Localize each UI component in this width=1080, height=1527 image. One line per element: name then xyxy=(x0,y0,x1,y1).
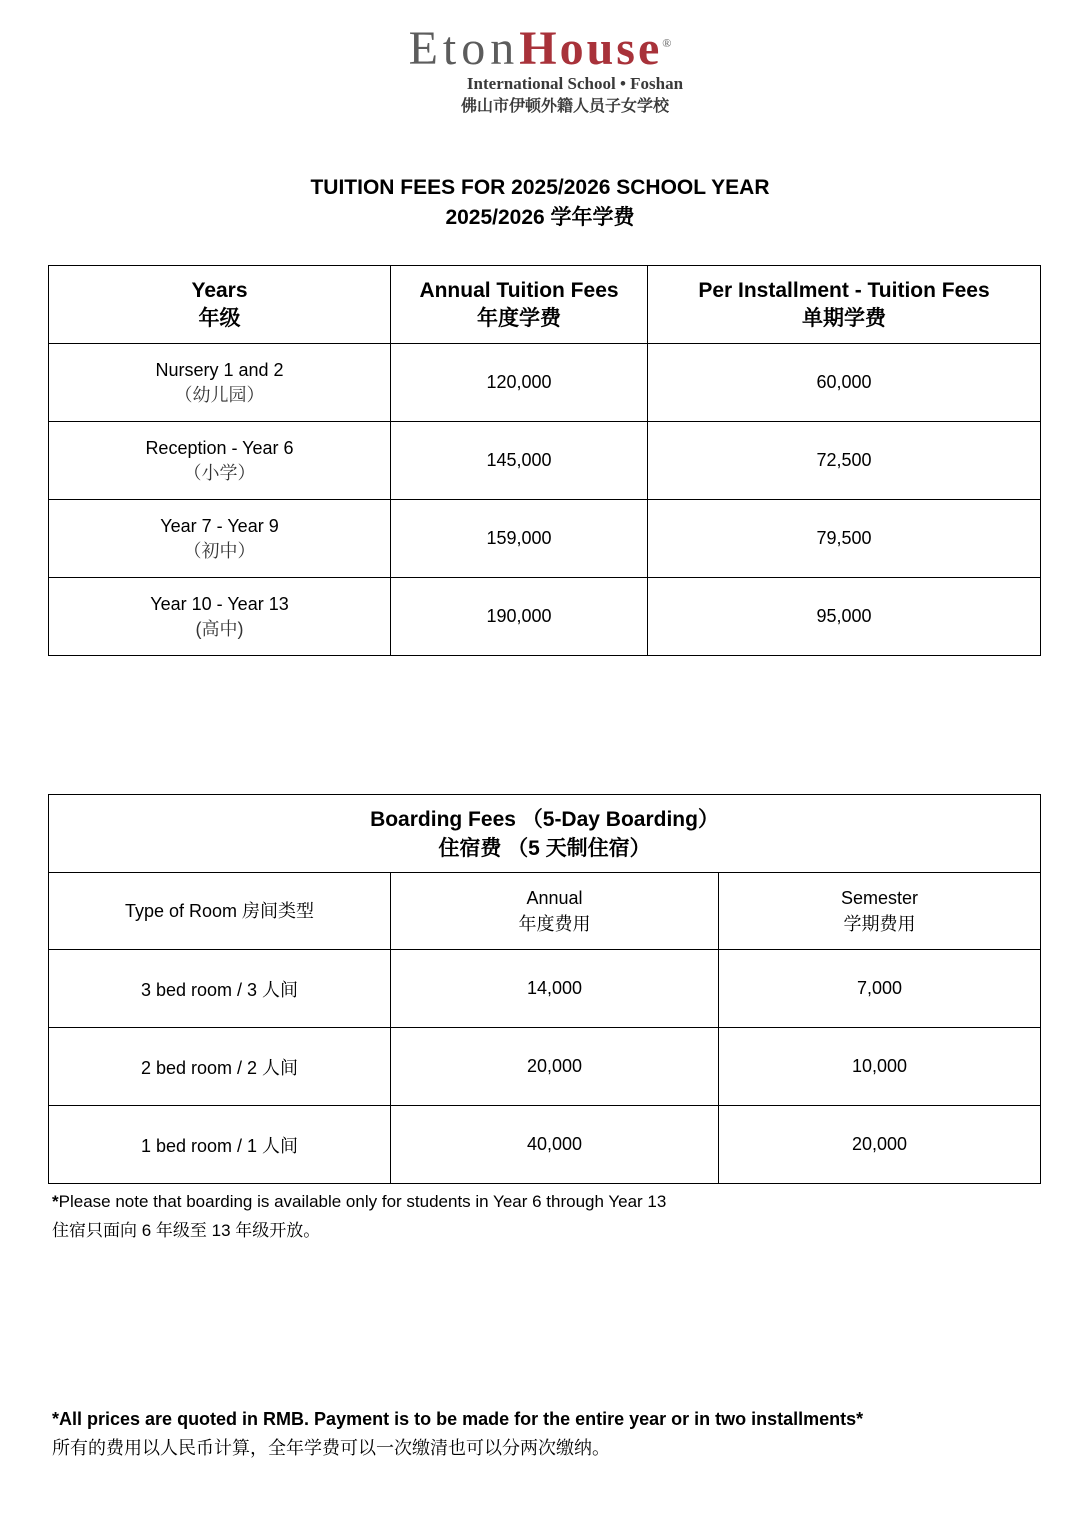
table-row xyxy=(49,578,1041,656)
annual-fee-cell: 40,000 xyxy=(391,1106,719,1184)
title-line-1: TUITION FEES FOR 2025/2026 SCHOOL YEAR xyxy=(310,176,770,199)
room-type-cell: 1 bed room / 1 人间 xyxy=(49,1106,391,1184)
title-line-2: 2025/2026 学年学费 xyxy=(445,206,635,229)
year-cell: Year 7 - Year 9 （初中） xyxy=(49,500,391,578)
note-asterisk: * xyxy=(52,1192,59,1211)
table-row xyxy=(49,500,1041,578)
year-cell: Reception - Year 6 （小学） xyxy=(49,422,391,500)
boarding-title: Boarding Fees （5-Day Boarding） 住宿费 （5 天制住宿） xyxy=(49,795,1041,873)
logo-house: House xyxy=(519,22,663,75)
installment-fee-cell: 79,500 xyxy=(648,500,1041,578)
header-annual-tuition: Annual Tuition Fees 年度学费 xyxy=(391,266,648,344)
tuition-fees-table xyxy=(48,265,1041,656)
room-type-cell: 3 bed room / 3 人间 xyxy=(49,950,391,1028)
table-row xyxy=(49,1106,1041,1184)
boarding-header-row xyxy=(49,873,1041,950)
logo-wordmark xyxy=(0,18,1080,74)
boarding-fees-table xyxy=(48,794,1041,1184)
header-annual: Annual 年度费用 xyxy=(391,873,719,950)
annual-fee-cell: 20,000 xyxy=(391,1028,719,1106)
boarding-note-en: Please note that boarding is available only for students in Year 6 through Year 13 xyxy=(58,1192,667,1211)
annual-fee-cell: 120,000 xyxy=(391,344,648,422)
annual-fee-cell: 145,000 xyxy=(391,422,648,500)
installment-fee-cell: 60,000 xyxy=(648,344,1041,422)
semester-fee-cell: 20,000 xyxy=(719,1106,1041,1184)
logo-subtitle: International School • Foshan xyxy=(466,74,684,93)
price-note-cn: 所有的费用以人民币计算，全年学费可以一次缴清也可以分两次缴纳。 xyxy=(52,1438,610,1458)
tuition-header-row xyxy=(49,266,1041,344)
table-row xyxy=(49,344,1041,422)
logo-chinese-name: 佛山市伊顿外籍人员子女学校 xyxy=(460,96,669,115)
price-note-en: *All prices are quoted in RMB. Payment is to be made for the entire year or in two installments* xyxy=(52,1409,864,1429)
year-cell: Year 10 - Year 13 (高中) xyxy=(49,578,391,656)
header-per-installment: Per Installment - Tuition Fees 单期学费 xyxy=(648,266,1041,344)
table-row xyxy=(49,422,1041,500)
semester-fee-cell: 10,000 xyxy=(719,1028,1041,1106)
semester-fee-cell: 7,000 xyxy=(719,950,1041,1028)
boarding-note-cn: 住宿只面向 6 年级至 13 年级开放。 xyxy=(52,1221,321,1240)
header-semester: Semester 学期费用 xyxy=(719,873,1041,950)
annual-fee-cell: 190,000 xyxy=(391,578,648,656)
registered-mark: ® xyxy=(662,36,672,50)
annual-fee-cell: 159,000 xyxy=(391,500,648,578)
installment-fee-cell: 72,500 xyxy=(648,422,1041,500)
boarding-title-row xyxy=(49,795,1041,873)
header-room-type: Type of Room 房间类型 xyxy=(49,873,391,950)
header-years: Years 年级 xyxy=(49,266,391,344)
room-type-cell: 2 bed room / 2 人间 xyxy=(49,1028,391,1106)
page-title xyxy=(0,173,1080,233)
boarding-note xyxy=(52,1187,666,1245)
table-row xyxy=(49,950,1041,1028)
school-logo xyxy=(0,18,1080,118)
price-note xyxy=(52,1405,863,1463)
logo-eton: Eton xyxy=(408,22,520,75)
annual-fee-cell: 14,000 xyxy=(391,950,719,1028)
table-row xyxy=(49,1028,1041,1106)
year-cell: Nursery 1 and 2 （幼儿园） xyxy=(49,344,391,422)
installment-fee-cell: 95,000 xyxy=(648,578,1041,656)
